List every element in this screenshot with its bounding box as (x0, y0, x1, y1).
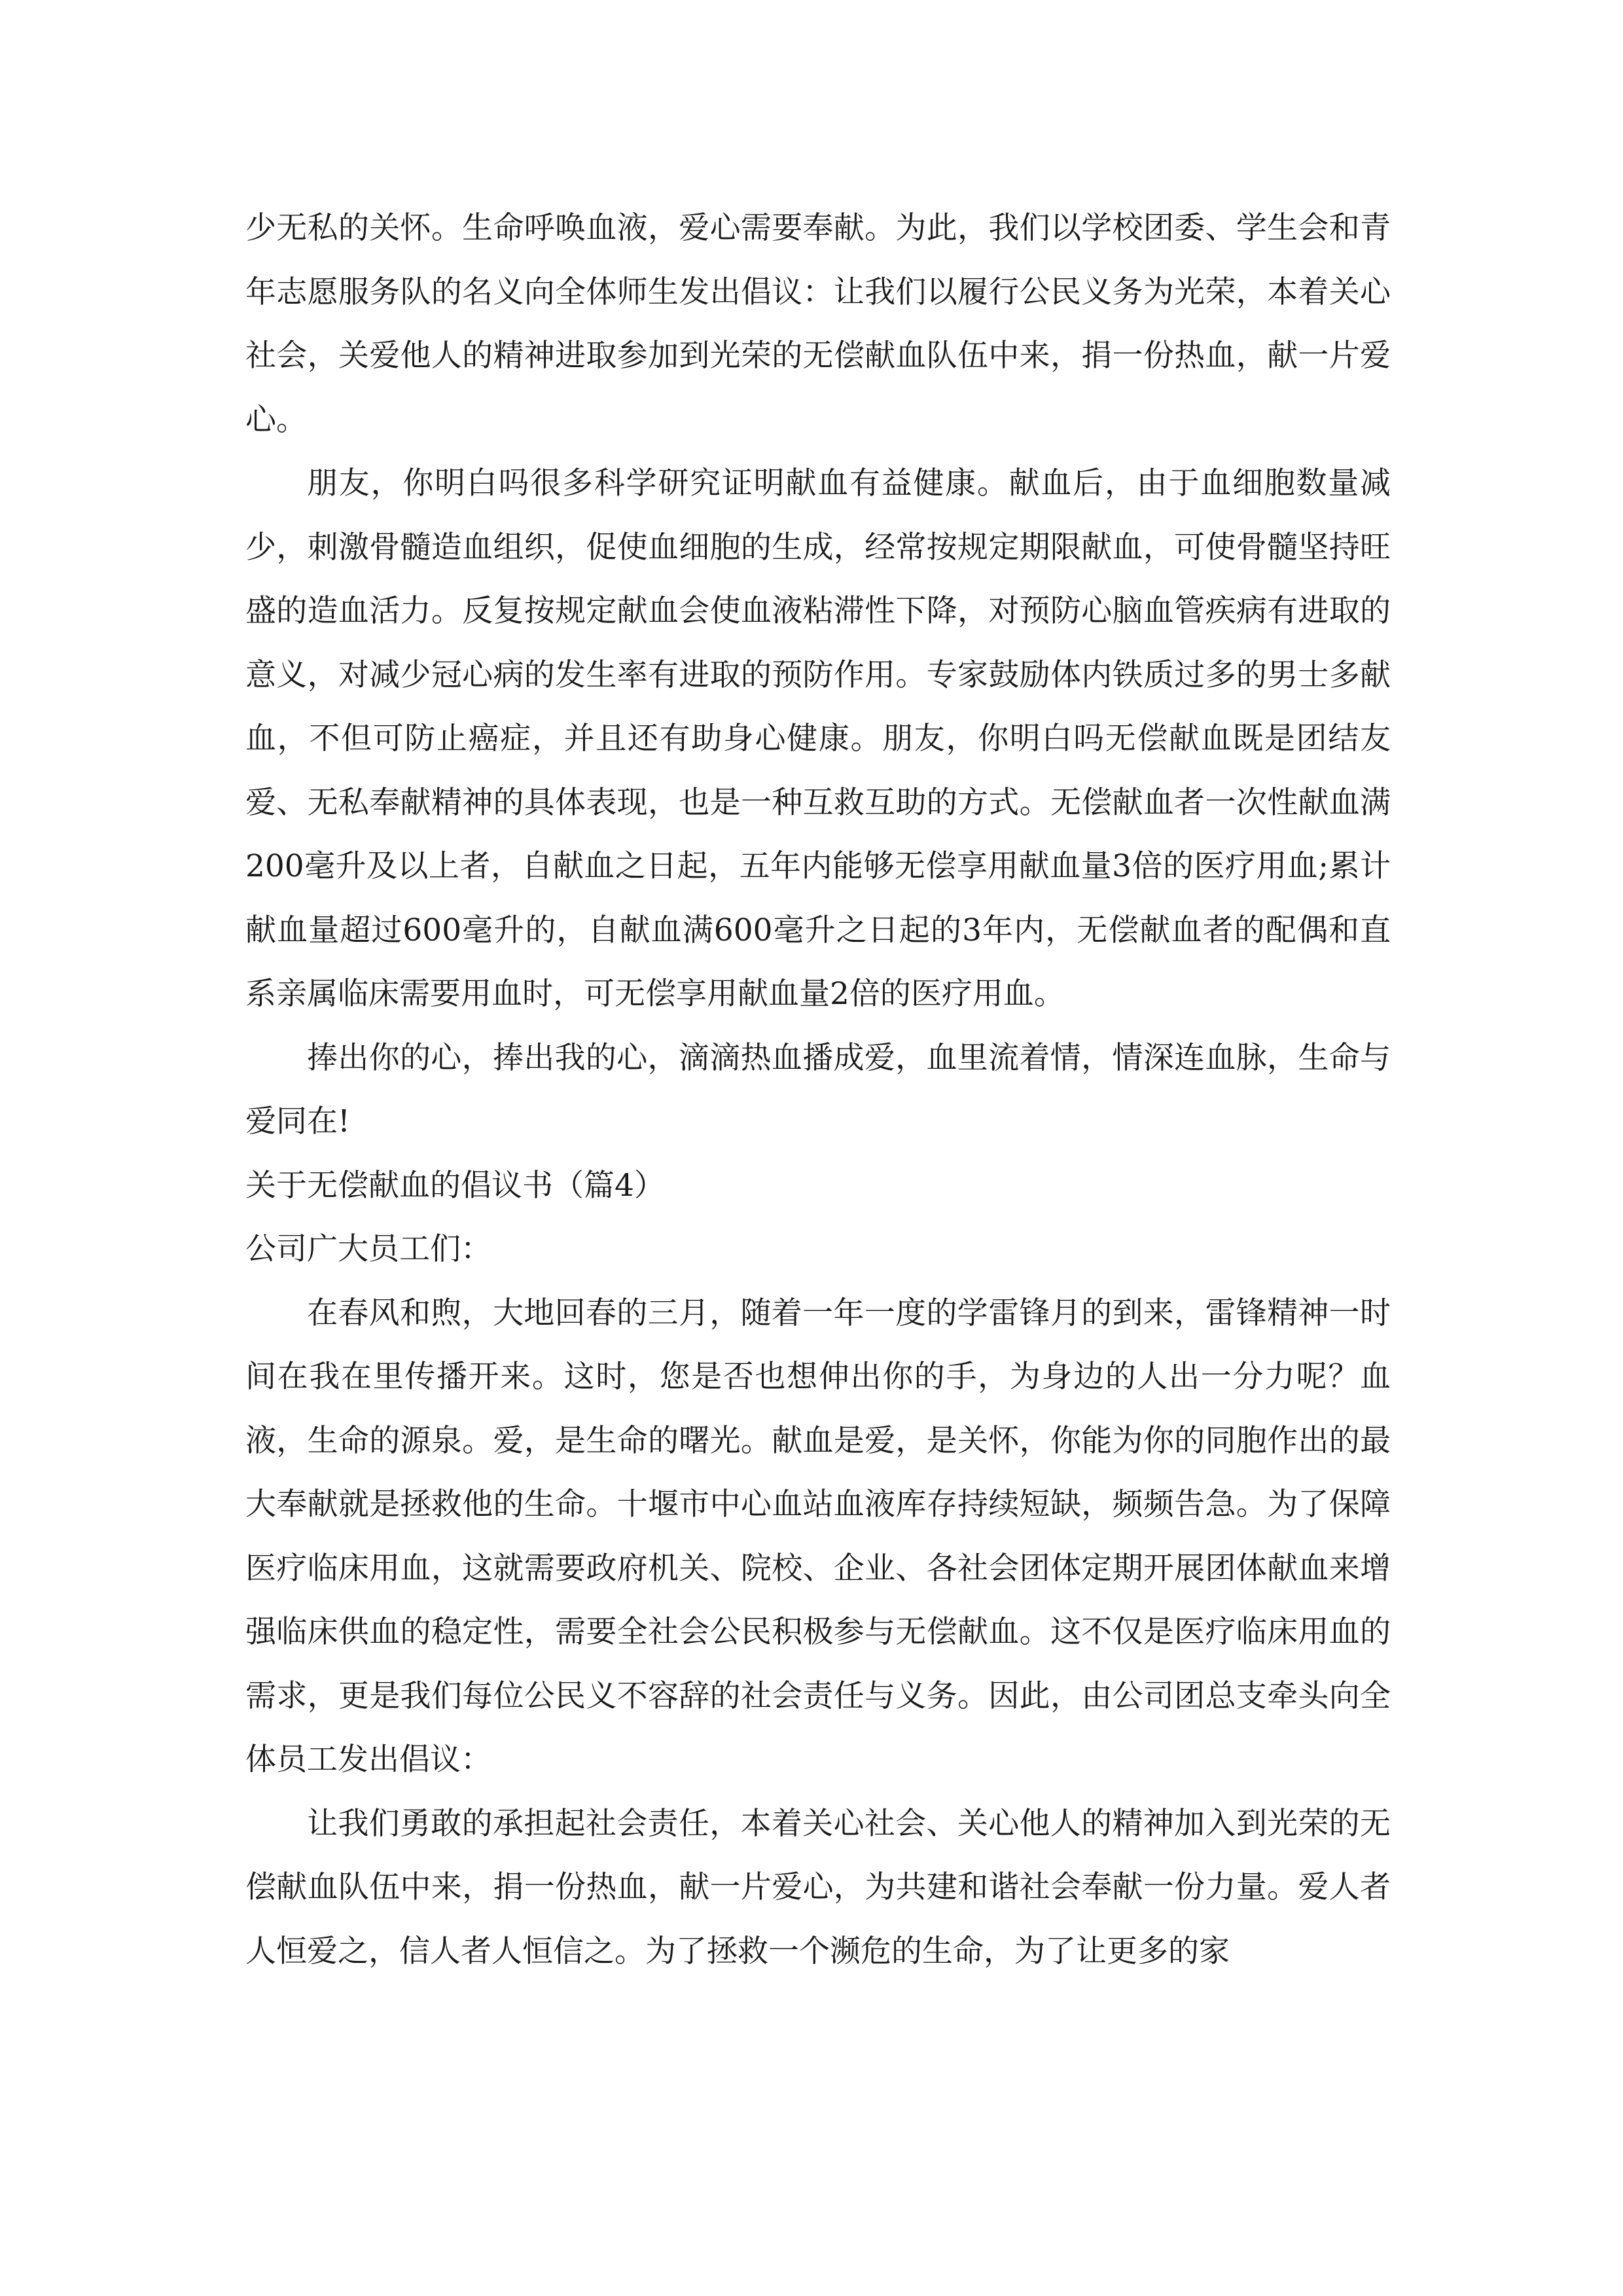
document-body (245, 196, 1391, 1983)
salutation: 公司广大员工们： (245, 1231, 491, 1267)
paragraph-closing-appeal: 捧出你的心，捧出我的心，滴滴热血播成爱，血里流着情，情深连血脉，生命与爱同在! (245, 1039, 1391, 1139)
section-heading: 关于无偿献血的倡议书（篇4） (245, 1167, 665, 1204)
paragraph-call-to-action: 让我们勇敢的承担起社会责任，本着关心社会、关心他人的精神加入到光荣的无偿献血队伍中来，捐一份热血，献一片爱心，为共建和谐社会奉献一份力量。爱人者人恒爱之，信人者人恒信之。为了拯救一个濒危的生命，为了让更多的家 (245, 1805, 1391, 1969)
paragraph-spring-appeal: 在春风和煦，大地回春的三月，随着一年一度的学雷锋月的到来，雷锋精神一时间在我在里传播开来。这时，您是否也想伸出你的手，为身边的人出一分力呢？血液，生命的源泉。爱，是生命的曙光。献血是爱，是关怀，你能为你的同胞作出的最大奉献就是拯救他的生命。十堰市中心血站血液库存持续短缺，频频告急。为了保障医疗临床用血，这就需要政府机关、院校、企业、各社会团体定期开展团体献血来增强临床供血的稳定性，需要全社会公民积极参与无偿献血。这不仅是医疗临床用血的需求，更是我们每位公民义不容辞的社会责任与义务。因此，由公司团总支牵头向全体员工发出倡议： (245, 1295, 1391, 1778)
paragraph-continuation: 少无私的关怀。生命呼唤血液，爱心需要奉献。为此，我们以学校团委、学生会和青年志愿服务队的名义向全体师生发出倡议：让我们以履行公民义务为光荣，本着关心社会，关爱他人的精神进取参加到光荣的无偿献血队伍中来，捐一份热血，献一片爱心。 (245, 210, 1391, 438)
paragraph-health-benefits: 朋友，你明白吗很多科学研究证明献血有益健康。献血后，由于血细胞数量减少，刺激骨髓造血组织，促使血细胞的生成，经常按规定期限献血，可使骨髓坚持旺盛的造血活力。反复按规定献血会使血液粘滞性下降，对预防心脑血管疾病有进取的意义，对减少冠心病的发生率有进取的预防作用。专家鼓励体内铁质过多的男士多献血，不但可防止癌症，并且还有助身心健康。朋友，你明白吗无偿献血既是团结友爱、无私奉献精神的具体表现，也是一种互救互助的方式。无偿献血者一次性献血满200毫升及以上者，自献血之日起，五年内能够无偿享用献血量3倍的医疗用血;累计献血量超过600毫升的，自献血满600毫升之日起的3年内，无偿献血者的配偶和直系亲属临床需要用血时，可无偿享用献血量2倍的医疗用血。 (245, 465, 1391, 1012)
